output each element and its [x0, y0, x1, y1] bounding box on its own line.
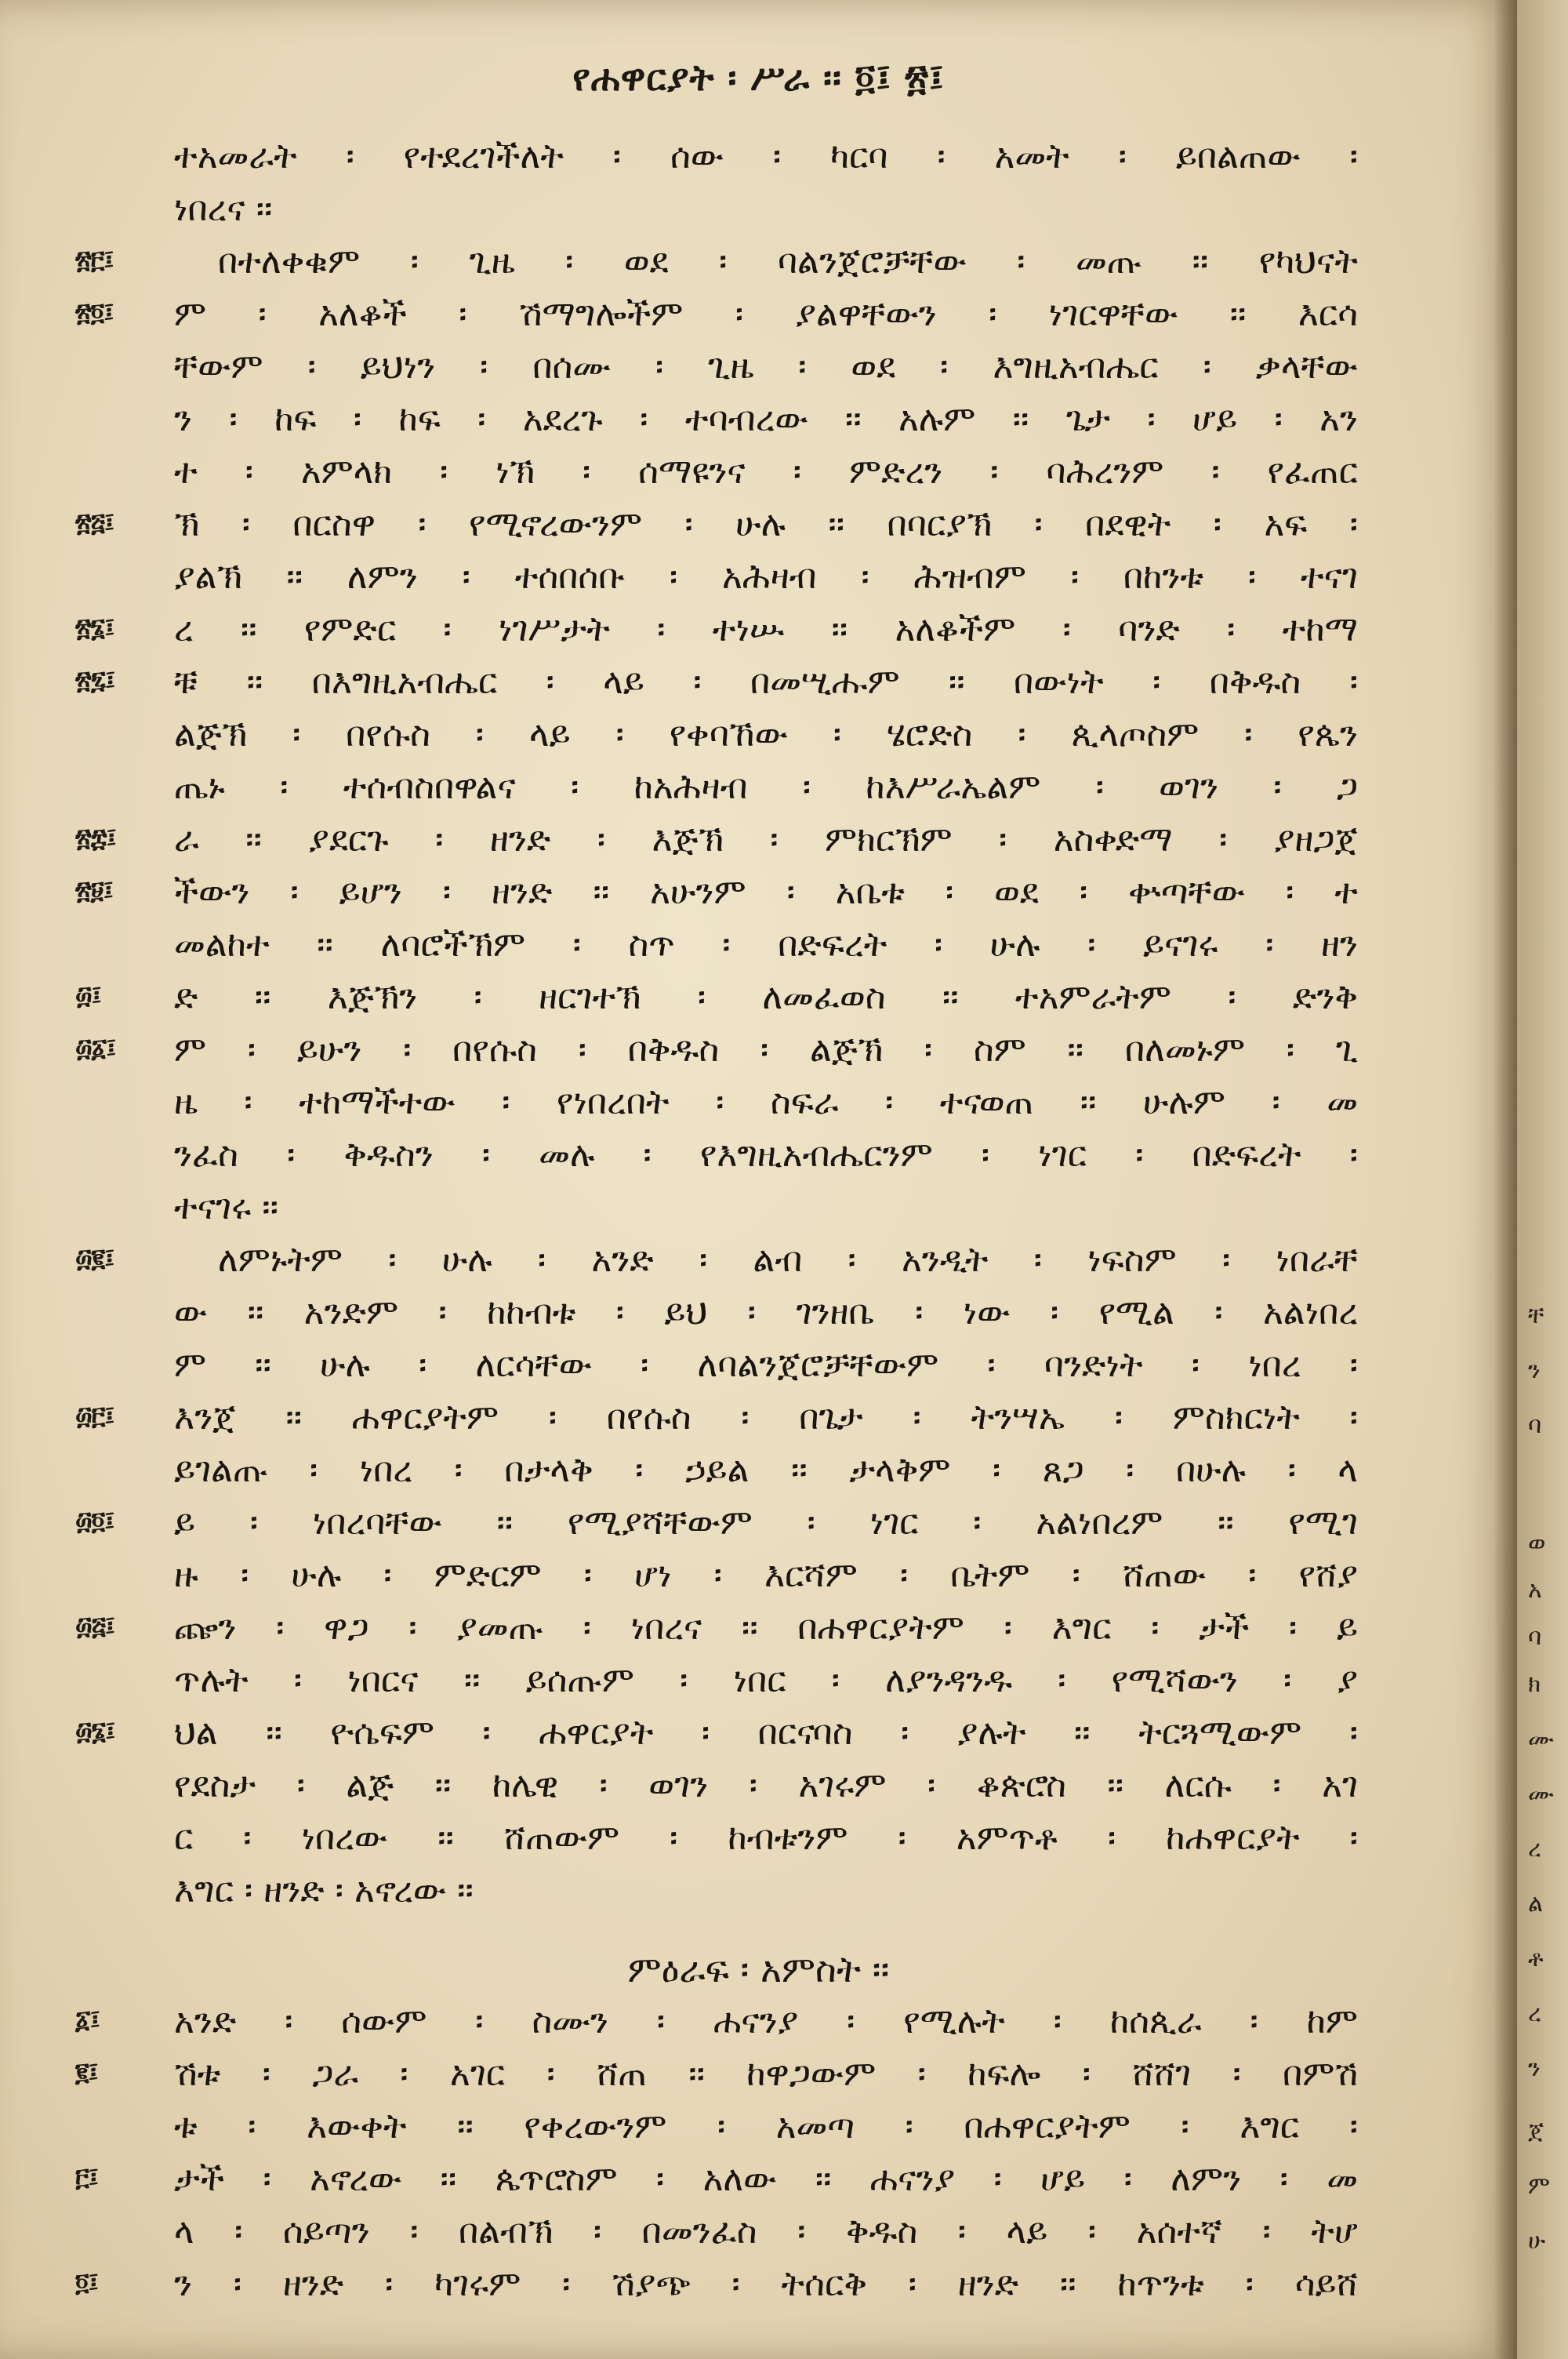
text-line — [0, 659, 1517, 711]
verse-number: ፳፭፤ — [75, 507, 114, 537]
text-block — [0, 133, 1517, 2314]
text-line — [0, 1605, 1517, 1657]
text-line — [0, 1710, 1517, 1762]
line-text: ችውን ፡ ይሆን ፡ ዘንድ ፡፡ አሁንም ፡ አቤቱ ፡ ወደ ፡ ቍጣቸው ፡ ተ — [174, 872, 1358, 912]
verse-number: ፳፮፤ — [75, 612, 114, 642]
text-line — [0, 1499, 1517, 1552]
text-line — [0, 1657, 1517, 1710]
verse-number: ፩፤ — [75, 2005, 100, 2034]
line-text: ው ፡፡ አንድም ፡ ከከብቱ ፡ ይህ ፡ ገንዘቤ ፡ ነው ፡ የሚል ፡ አልነበረ — [174, 1292, 1358, 1332]
text-line — [0, 238, 1517, 291]
line-text: ተአመራት ፡ የተደረገችለት ፡ ሰው ፡ ካርባ ፡ አመት ፡ ይበልጠው ፡ — [174, 136, 1358, 176]
verse-number: ፳፯፤ — [75, 665, 115, 695]
line-text: ላ ፡ ሰይጣን ፡ በልብኽ ፡ በመንፈስ ፡ ቅዱስ ፡ ላይ ፡ አሰተኛ ፡ ትሆ — [174, 2212, 1358, 2252]
chapter-heading — [0, 1920, 1517, 1998]
text-line — [0, 291, 1517, 343]
line-text: አንድ ፡ ሰውም ፡ ስሙን ፡ ሐናንያ ፡ የሚሉት ፡ ከሰጲራ ፡ ከም — [174, 2001, 1358, 2041]
text-line — [0, 1552, 1517, 1605]
verse-number: ፪፤ — [75, 2057, 98, 2087]
line-text: ን ፡ ከፍ ፡ ከፍ ፡ አደረጉ ፡ ተባብረው ፡፡ አሉም ፡፡ ጌታ ፡ ሆይ ፡ አን — [174, 399, 1358, 439]
text-line — [0, 1815, 1517, 1867]
text-line — [0, 1079, 1517, 1132]
line-text: ነበረና ፡፡ — [174, 189, 273, 229]
text-line — [0, 186, 1517, 238]
text-line — [0, 816, 1517, 869]
verse-number: ፳፬፤ — [75, 297, 114, 327]
line-text: ኽ ፡ በርስዋ ፡ የሚኖረውንም ፡ ሁሉ ፡፡ በባርያኽ ፡ በደዊት ፡ አፍ ፡ — [174, 504, 1358, 544]
adjacent-page-fragment: ረ — [1528, 1835, 1541, 1863]
adjacent-page-fragment: ክ — [1528, 1670, 1541, 1698]
line-text: ልጅኽ ፡ በየሱስ ፡ ላይ ፡ የቀባኸው ፡ ሄሮድስ ፡ ጲላጦስም ፡ የጴን — [174, 714, 1358, 754]
line-text: ህል ፡፡ ዮሴፍም ፡ ሐዋርያት ፡ በርናባስ ፡ ያሉት ፡፡ ትርጓሚውም ፡ — [174, 1713, 1358, 1753]
adjacent-page-fragment: ሙ — [1528, 1725, 1555, 1753]
line-text: የደስታ ፡ ልጅ ፡፡ ከሌዊ ፡ ወገን ፡ አገሩም ፡ ቆጵሮስ ፡፡ ለርሱ ፡ አገ — [174, 1765, 1358, 1805]
line-text: ዜ ፡ ተከማችተው ፡ የነበረበት ፡ ስፍራ ፡ ተናወጠ ፡፡ ሁሉም ፡ መ — [174, 1082, 1358, 1122]
line-text: እንጀ ፡፡ ሐዋርያትም ፡ በየሱስ ፡ በጌታ ፡ ትንሣኤ ፡ ምስክርነት ፡ — [174, 1398, 1358, 1438]
line-text: ጥሉት ፡ ነበርና ፡፡ ይሰጡም ፡ ነበር ፡ ለያንዳንዱ ፡ የሚሻውን ፡ ያ — [174, 1660, 1358, 1700]
verse-number: ፴፬፤ — [75, 1506, 114, 1536]
line-text: ጬን ፡ ዋጋ ፡ ያመጡ ፡ ነበረና ፡፡ በሐዋርያትም ፡ እግር ፡ ታች ፡ ይ — [174, 1608, 1358, 1648]
verse-number: ፴፪፤ — [75, 1243, 114, 1273]
text-line — [0, 869, 1517, 921]
line-text: ይገልጡ ፡ ነበረ ፡ በታላቅ ፡ ኃይል ፡፡ ታላቅም ፡ ጸጋ ፡ በሁሉ ፡ ላ — [174, 1450, 1358, 1490]
line-text: ዙ ፡ ሁሉ ፡ ምድርም ፡ ሆነ ፡ እርሻም ፡ ቤትም ፡ ሸጠው ፡ የሸያ — [174, 1555, 1358, 1595]
verse-number: ፳፫፤ — [75, 245, 114, 274]
line-text: ር ፡ ነበረው ፡፡ ሸጠውም ፡ ከብቱንም ፡ አምጥቶ ፡ ከሐዋርያት ፡ — [174, 1818, 1358, 1858]
line-text: ቱ ፡ እውቀት ፡፡ የቀረውንም ፡ አመጣ ፡ በሐዋርያትም ፡ እግር ፡ — [174, 2106, 1358, 2146]
verse-number: ፴፮፤ — [75, 1716, 115, 1746]
line-text: ቸውም ፡ ይህነን ፡ በሰሙ ፡ ጊዜ ፡ ወደ ፡ እግዚአብሔር ፡ ቃላቸው — [174, 347, 1358, 387]
line-text: ለምኑትም ፡ ሁሉ ፡ አንድ ፡ ልብ ፡ አንዲት ፡ ነፍስም ፡ ነበራቸ — [218, 1240, 1358, 1280]
adjacent-page-fragment: አ — [1528, 1576, 1542, 1604]
line-text: ንፈስ ፡ ቅዱስን ፡ መሉ ፡ የእግዚአብሔርንም ፡ ነገር ፡ በድፍረት ፡ — [174, 1135, 1358, 1175]
line-text: ም ፡፡ ሁሉ ፡ ለርሳቸው ፡ ለባልንጀሮቻቸውም ፡ ባንድነት ፡ ነበረ ፡ — [174, 1345, 1358, 1385]
text-line — [0, 343, 1517, 396]
text-line — [0, 2208, 1517, 2261]
verse-number: ፴፤ — [75, 980, 101, 1010]
text-line — [0, 921, 1517, 974]
adjacent-page-fragment: ን — [1528, 1357, 1541, 1384]
text-line — [0, 1394, 1517, 1447]
adjacent-page-fragment: ም — [1528, 2172, 1551, 2200]
adjacent-page-fragment: ቶ — [1528, 1945, 1544, 1972]
line-text: ጤኑ ፡ ተሰብስበዋልና ፡ ከአሕዛብ ፡ ከእሥራኤልም ፡ ወገን ፡ ጋ — [174, 767, 1358, 807]
text-line — [0, 554, 1517, 606]
text-line — [0, 1237, 1517, 1289]
page-gutter-shadow — [1494, 0, 1517, 2359]
text-line — [0, 449, 1517, 501]
line-text: ተ ፡ አምላክ ፡ ነኽ ፡ ሰማዩንና ፡ ምድረን ፡ ባሕረንም ፡ የፈጠር — [174, 452, 1358, 492]
line-text: ም ፡ ይሁን ፡ በየሱስ ፡ በቅዱስ ፡ ልጅኽ ፡ ስም ፡፡ በለመኑም ፡ ጊ — [174, 1030, 1358, 1070]
line-text: በተለቀቁም ፡ ጊዜ ፡ ወደ ፡ ባልንጀሮቻቸው ፡ መጡ ፡፡ የካህናት — [218, 242, 1358, 282]
text-line — [0, 1342, 1517, 1394]
line-text: ተናገሩ ፡፡ — [174, 1187, 278, 1227]
text-line — [0, 1447, 1517, 1499]
text-line — [0, 974, 1517, 1027]
line-text: ያልኽ ፡፡ ለምን ፡ ተሰበሰቡ ፡ አሕዛብ ፡ ሕዝብም ፡ በከንቱ ፡ ተናገ — [174, 557, 1358, 597]
adjacent-page-fragment: ሙ — [1528, 1780, 1555, 1808]
text-line — [0, 2103, 1517, 2156]
line-text: እግር ፡ ዘንድ ፡ አኖረው ፡፡ — [174, 1870, 474, 1910]
text-line — [0, 2261, 1517, 2314]
line-text: ቹ ፡፡ በእግዚአብሔር ፡ ላይ ፡ በመሢሑም ፡፡ በውነት ፡ በቅዱስ ፡ — [174, 662, 1358, 702]
text-line — [0, 2051, 1517, 2103]
text-line — [0, 1027, 1517, 1079]
adjacent-page-fragment: ረ — [1528, 2000, 1541, 2027]
verse-number: ፬፤ — [75, 2267, 98, 2297]
adjacent-page-fragment: ን — [1528, 2055, 1541, 2082]
text-line — [0, 396, 1517, 449]
line-text: ሽቱ ፡ ጋራ ፡ አገር ፡ ሸጠ ፡፡ ከዋጋውም ፡ ከፍሎ ፡ ሸሸገ ፡ በምሽ — [174, 2054, 1358, 2094]
line-text: መልከተ ፡፡ ለባሮችኽም ፡ ስጥ ፡ በድፍረት ፡ ሁሉ ፡ ይናገሩ ፡ ዘን — [174, 925, 1358, 965]
adjacent-page-fragment: ል — [1528, 1890, 1544, 1917]
text-line — [0, 1762, 1517, 1815]
chapter-heading-text: ምዕራፍ ፡ አምስት ፡፡ — [627, 1948, 890, 1990]
adjacent-page-fragment: ባ — [1528, 1412, 1542, 1439]
verse-number: ፴፭፤ — [75, 1611, 115, 1641]
text-line — [0, 1184, 1517, 1237]
line-text: ራ ፡፡ ያደርጉ ፡ ዘንድ ፡ እጅኽ ፡ ምክርኽም ፡ አስቀድማ ፡ ያዘጋጀ — [174, 820, 1358, 860]
adjacent-page-fragment: ቸ — [1528, 1302, 1544, 1329]
line-text: ይ ፡ ነበረባቸው ፡፡ የሚያሻቸውም ፡ ነገር ፡ አልነበረም ፡፡ የሚገ — [174, 1503, 1358, 1543]
running-head: የሐዋርያት ፡ ሥራ ፡፡ ፬፤ ፳፤ — [572, 56, 945, 99]
line-text: ታች ፡ አኖረው ፡፡ ጴጥሮስም ፡ አለው ፡፡ ሐናንያ ፡ ሆይ ፡ ለምን ፡ መ — [174, 2159, 1358, 2199]
verse-number: ፴፫፤ — [75, 1401, 114, 1430]
adjacent-page-fragment: ሁ — [1528, 2227, 1546, 2255]
verse-number: ፴፩፤ — [75, 1033, 116, 1063]
line-text: ረ ፡፡ የምድር ፡ ነገሥታት ፡ ተነሡ ፡፡ አለቆችም ፡ ባንድ ፡ ተከማ — [174, 609, 1358, 649]
text-line — [0, 501, 1517, 554]
text-line — [0, 1998, 1517, 2051]
text-line — [0, 133, 1517, 186]
text-line — [0, 2156, 1517, 2208]
adjacent-page-fragment: ወ — [1528, 1529, 1546, 1557]
text-line — [0, 711, 1517, 764]
text-line — [0, 1289, 1517, 1342]
adjacent-page-fragment: ባ — [1528, 1623, 1542, 1651]
adjacent-page-fragment: ጀ — [1528, 2117, 1544, 2145]
line-text: ም ፡ አለቆች ፡ ሽማግሎችም ፡ ያልዋቸውን ፡ ነገርዋቸው ፡፡ እርሳ — [174, 294, 1358, 334]
line-text: ድ ፡፡ እጅኽን ፡ ዘርገተኽ ፡ ለመፈወስ ፡፡ ተአምራትም ፡ ድንቅ — [174, 977, 1358, 1017]
text-line — [0, 606, 1517, 659]
text-line — [0, 1867, 1517, 1920]
adjacent-page-edge — [1517, 0, 1568, 2359]
verse-number: ፫፤ — [75, 2162, 98, 2192]
verse-number: ፳፰፤ — [75, 823, 116, 852]
line-text: ን ፡ ዘንድ ፡ ካገሩም ፡ ሽያጭ ፡ ትሰርቅ ፡ ዘንድ ፡፡ ከጥንቱ ፡ ሳይሸ — [174, 2264, 1358, 2304]
verse-number: ፳፱፤ — [75, 875, 113, 905]
text-line — [0, 764, 1517, 816]
text-line — [0, 1132, 1517, 1184]
